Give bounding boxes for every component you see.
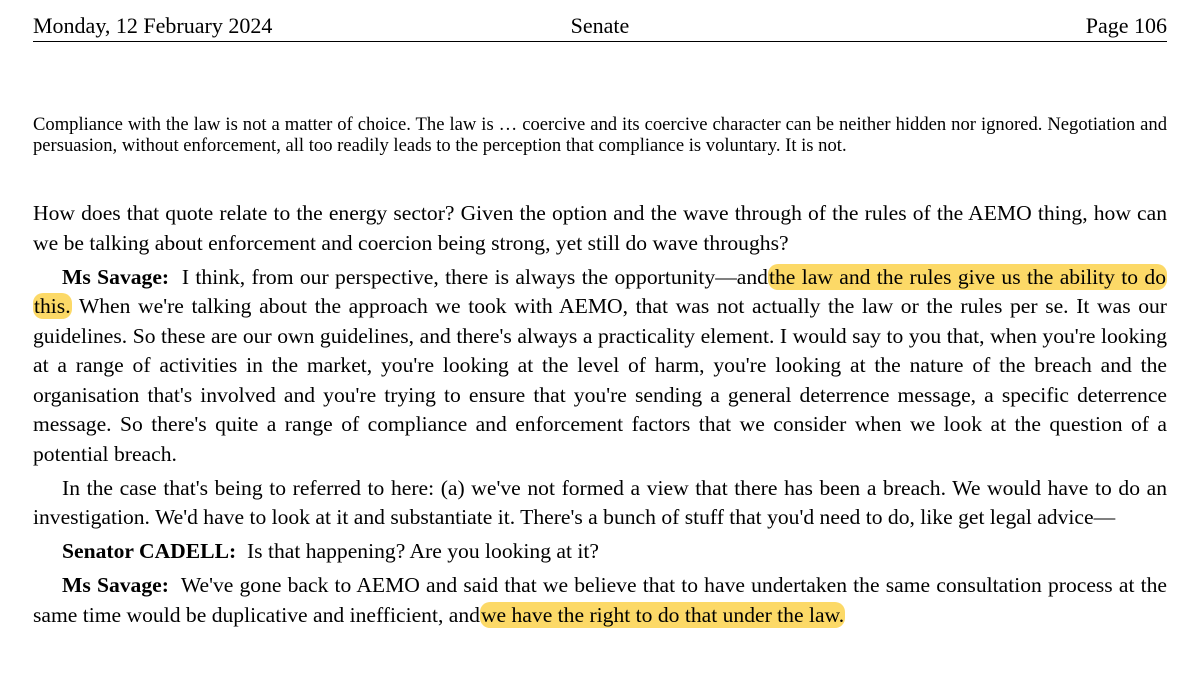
speaker-name: Ms Savage: xyxy=(62,264,170,289)
highlighted-text: we have the right to do that under the law. xyxy=(480,602,845,627)
paragraph-savage-answer-3 xyxy=(33,571,1167,630)
header-divider xyxy=(33,41,1167,42)
paragraph-savage-answer-2: In the case that's being to referred to here: (a) we've not formed a view that there has been a breach. We would have to do an investigation. We'd have to look at it and substantiate it. There's a bunch of stuff that you'd need to do, like get legal advice— xyxy=(33,475,1167,529)
answer-text: We've gone back to AEMO and said that we believe that to have undertaken the same consultation process at the same time would be duplicative and inefficient, and xyxy=(33,573,1167,627)
page-header xyxy=(33,10,1167,42)
highlighted-text: the law and the rules give us the ability to do this. xyxy=(34,264,1166,318)
question-text: Is that happening? Are you looking at it? xyxy=(246,539,599,563)
paragraph-savage-answer-1 xyxy=(33,263,1167,470)
speaker-name: Ms Savage: xyxy=(62,573,169,597)
answer-text: I think, from our perspective, there is always the opportunity—and xyxy=(181,264,768,289)
speaker-name: Senator CADELL: xyxy=(62,539,237,563)
header-chamber: Senate xyxy=(570,13,630,38)
paragraph-cadell-question xyxy=(33,537,1167,567)
paragraph-question: How does that quote relate to the energy sector? Given the option and the wave through of the rules of the AEMO thing, how can we be talking about enforcement and coercion being strong, yet still do wave throughs? xyxy=(33,201,1167,255)
header-date: Monday, 12 February 2024 xyxy=(33,13,273,38)
header-page-number: Page 106 xyxy=(1085,13,1167,38)
transcript-body xyxy=(33,199,1167,635)
block-quote: Compliance with the law is not a matter of choice. The law is … coercive and its coercive character can be neither hidden nor ignored. Negotiation and persuasion, without enforcement, all too readily leads to the perception that compliance is voluntary. It is not. xyxy=(33,114,1167,156)
answer-text-continued: When we're talking about the approach we took with AEMO, that was not actually the law or the rules per se. It was our guidelines. So these are our own guidelines, and there's always a practicality element. I would say to you that, when you're looking at a range of activities in the market, you're looking at the level of harm, you're looking at the nature of the breach and the organisation that's involved and you're trying to ensure that you're sending a general deterrence message, a specific deterrence message. So there's quite a range of compliance and enforcement factors that we consider when we look at the question of a potential breach. xyxy=(33,294,1167,466)
